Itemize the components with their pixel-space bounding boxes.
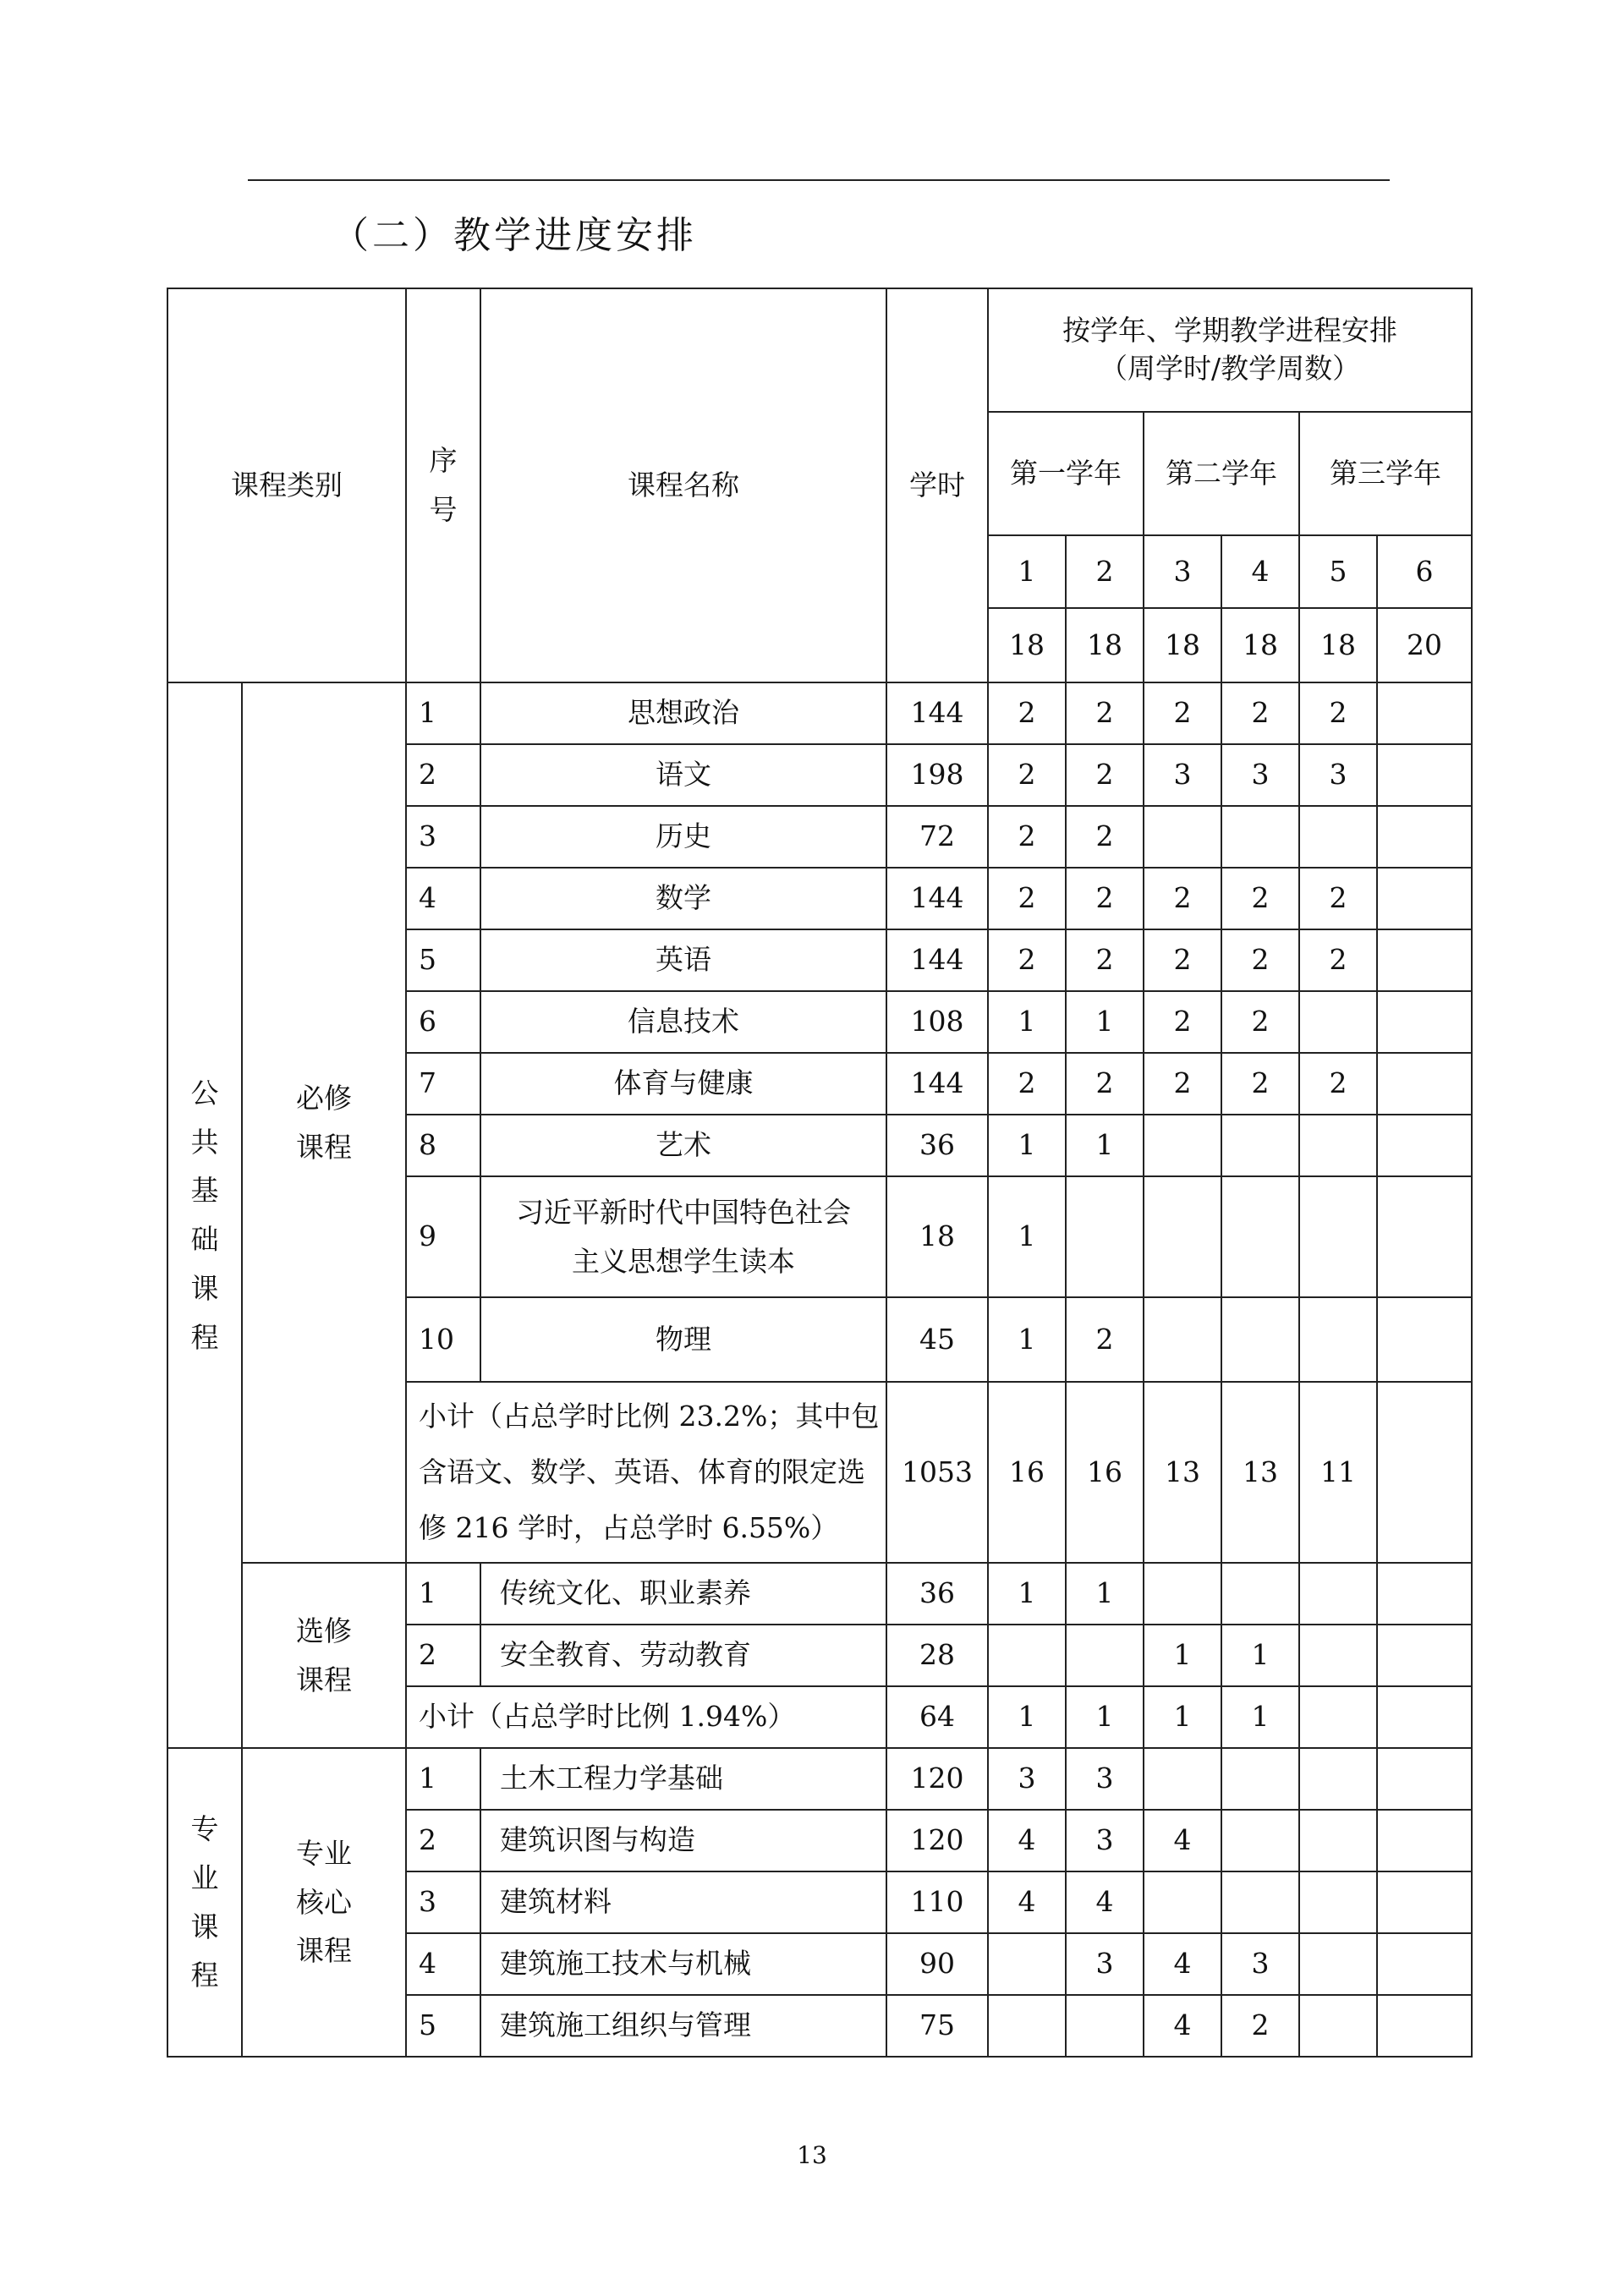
row-course-name: 传统文化、职业素养: [480, 1563, 886, 1625]
row-sem-1: 4: [988, 1810, 1066, 1871]
row-sem-4: [1221, 1563, 1299, 1625]
row-course-name: 建筑施工技术与机械: [480, 1933, 886, 1995]
row-sem-2: 1: [1066, 1686, 1144, 1748]
row-sem-2: 1: [1066, 1563, 1144, 1625]
subtotal-label: 小计（占总学时比例 1.94%）: [406, 1686, 886, 1748]
row-sem-6: [1377, 991, 1472, 1053]
row-sem-5: [1299, 806, 1377, 868]
subtotal-hours: 1053: [886, 1382, 988, 1563]
row-sem-5: [1299, 1297, 1377, 1382]
row-sem-2: 1: [1066, 1115, 1144, 1176]
header-rule: [248, 179, 1390, 181]
group-elective: 选修课程: [242, 1563, 406, 1748]
row-hours: 198: [886, 744, 988, 806]
row-sem-5: [1299, 1115, 1377, 1176]
row-sem-1: [988, 1625, 1066, 1686]
group-major: 专业课程: [167, 1748, 242, 2057]
row-hours: 120: [886, 1810, 988, 1871]
row-sem-1: 16: [988, 1382, 1066, 1563]
row-sem-2: 2: [1066, 868, 1144, 929]
row-sem-4: 13: [1221, 1382, 1299, 1563]
row-seq: 2: [406, 1625, 480, 1686]
section-title: （二）教学进度安排: [332, 214, 697, 257]
row-seq: 2: [406, 1810, 480, 1871]
row-course-name: 信息技术: [480, 991, 886, 1053]
row-sem-1: 2: [988, 744, 1066, 806]
row-course-name: 建筑材料: [480, 1871, 886, 1933]
row-sem-5: 11: [1299, 1382, 1377, 1563]
group-public: 公共基础课程: [167, 682, 242, 1748]
row-sem-1: 1: [988, 1686, 1066, 1748]
row-sem-4: [1221, 1176, 1299, 1297]
row-sem-2: [1066, 1625, 1144, 1686]
group-required: 必修课程: [242, 682, 406, 1563]
header-year-2: 第二学年: [1144, 412, 1299, 535]
row-sem-1: 1: [988, 1176, 1066, 1297]
row-sem-6: [1377, 1810, 1472, 1871]
row-sem-2: 3: [1066, 1748, 1144, 1810]
row-seq: 6: [406, 991, 480, 1053]
row-sem-4: 2: [1221, 868, 1299, 929]
row-sem-3: 13: [1144, 1382, 1221, 1563]
row-hours: 72: [886, 806, 988, 868]
table-row: [167, 1563, 1472, 1625]
row-seq: 4: [406, 1933, 480, 1995]
row-sem-4: 1: [1221, 1686, 1299, 1748]
row-sem-5: [1299, 991, 1377, 1053]
row-sem-6: [1377, 1748, 1472, 1810]
row-sem-6: [1377, 1871, 1472, 1933]
row-sem-5: [1299, 1563, 1377, 1625]
group-major-core: 专业核心课程: [242, 1748, 406, 2057]
weeks-2: 18: [1066, 608, 1144, 682]
row-sem-4: 2: [1221, 682, 1299, 744]
row-course-name: 建筑识图与构造: [480, 1810, 886, 1871]
row-seq: 9: [406, 1176, 480, 1297]
row-sem-3: [1144, 1748, 1221, 1810]
semester-6: 6: [1377, 535, 1472, 608]
row-sem-5: 2: [1299, 682, 1377, 744]
row-sem-5: [1299, 1933, 1377, 1995]
header-seq: 序号: [406, 288, 480, 682]
row-seq: 1: [406, 682, 480, 744]
row-hours: 18: [886, 1176, 988, 1297]
row-seq: 4: [406, 868, 480, 929]
row-sem-2: 3: [1066, 1933, 1144, 1995]
row-sem-3: [1144, 1176, 1221, 1297]
row-sem-1: 1: [988, 1115, 1066, 1176]
row-sem-3: 4: [1144, 1995, 1221, 2057]
row-sem-3: 2: [1144, 1053, 1221, 1115]
row-sem-2: 2: [1066, 1297, 1144, 1382]
row-seq: 5: [406, 1995, 480, 2057]
row-sem-6: [1377, 1053, 1472, 1115]
row-seq: 5: [406, 929, 480, 991]
row-sem-4: 3: [1221, 744, 1299, 806]
row-hours: 45: [886, 1297, 988, 1382]
row-seq: 2: [406, 744, 480, 806]
weeks-1: 18: [988, 608, 1066, 682]
header-year-3: 第三学年: [1299, 412, 1472, 535]
row-sem-6: [1377, 1382, 1472, 1563]
row-sem-4: [1221, 806, 1299, 868]
row-sem-6: [1377, 1176, 1472, 1297]
row-sem-6: [1377, 744, 1472, 806]
row-hours: 90: [886, 1933, 988, 1995]
row-hours: 36: [886, 1115, 988, 1176]
row-sem-2: 2: [1066, 744, 1144, 806]
row-sem-1: 3: [988, 1748, 1066, 1810]
row-sem-4: 2: [1221, 929, 1299, 991]
row-sem-1: 2: [988, 806, 1066, 868]
row-sem-5: 2: [1299, 1053, 1377, 1115]
row-sem-2: 3: [1066, 1810, 1144, 1871]
row-sem-2: [1066, 1176, 1144, 1297]
row-sem-2: 1: [1066, 991, 1144, 1053]
row-sem-2: 16: [1066, 1382, 1144, 1563]
row-course-name: 语文: [480, 744, 886, 806]
row-sem-5: 2: [1299, 868, 1377, 929]
subtotal-hours: 64: [886, 1686, 988, 1748]
row-sem-5: [1299, 1176, 1377, 1297]
row-hours: 144: [886, 929, 988, 991]
row-hours: 144: [886, 868, 988, 929]
row-hours: 120: [886, 1748, 988, 1810]
row-sem-6: [1377, 682, 1472, 744]
row-sem-3: 2: [1144, 991, 1221, 1053]
semester-1: 1: [988, 535, 1066, 608]
row-hours: 108: [886, 991, 988, 1053]
row-sem-2: [1066, 1995, 1144, 2057]
row-sem-4: 2: [1221, 1053, 1299, 1115]
row-sem-1: 1: [988, 991, 1066, 1053]
row-sem-3: [1144, 1115, 1221, 1176]
row-sem-5: [1299, 1810, 1377, 1871]
row-sem-2: 2: [1066, 682, 1144, 744]
row-sem-1: 4: [988, 1871, 1066, 1933]
row-sem-6: [1377, 868, 1472, 929]
row-seq: 10: [406, 1297, 480, 1382]
row-sem-1: 2: [988, 1053, 1066, 1115]
row-seq: 3: [406, 806, 480, 868]
row-course-name: 建筑施工组织与管理: [480, 1995, 886, 2057]
row-course-name: 习近平新时代中国特色社会 主义思想学生读本: [480, 1176, 886, 1297]
row-sem-4: [1221, 1810, 1299, 1871]
row-course-name: 艺术: [480, 1115, 886, 1176]
row-sem-4: [1221, 1297, 1299, 1382]
weeks-6: 20: [1377, 608, 1472, 682]
header-course-name: 课程名称: [480, 288, 886, 682]
row-sem-3: [1144, 1297, 1221, 1382]
row-sem-1: [988, 1933, 1066, 1995]
row-sem-4: 1: [1221, 1625, 1299, 1686]
row-sem-5: [1299, 1995, 1377, 2057]
row-sem-3: 1: [1144, 1686, 1221, 1748]
row-sem-5: [1299, 1871, 1377, 1933]
row-sem-4: [1221, 1115, 1299, 1176]
row-sem-5: [1299, 1625, 1377, 1686]
row-sem-4: 2: [1221, 1995, 1299, 2057]
row-sem-6: [1377, 929, 1472, 991]
row-sem-1: 1: [988, 1563, 1066, 1625]
row-hours: 144: [886, 1053, 988, 1115]
row-sem-6: [1377, 1297, 1472, 1382]
row-sem-3: 4: [1144, 1810, 1221, 1871]
header-year-1: 第一学年: [988, 412, 1144, 535]
row-sem-2: 2: [1066, 1053, 1144, 1115]
row-sem-2: 2: [1066, 806, 1144, 868]
row-sem-5: 2: [1299, 929, 1377, 991]
row-sem-1: 2: [988, 929, 1066, 991]
row-course-name: 英语: [480, 929, 886, 991]
row-sem-6: [1377, 1115, 1472, 1176]
header-category: 课程类别: [167, 288, 406, 682]
row-sem-3: 4: [1144, 1933, 1221, 1995]
row-hours: 36: [886, 1563, 988, 1625]
row-sem-4: 2: [1221, 991, 1299, 1053]
page-number: 13: [797, 2141, 827, 2169]
row-sem-2: 4: [1066, 1871, 1144, 1933]
row-sem-3: [1144, 806, 1221, 868]
row-sem-1: 2: [988, 868, 1066, 929]
row-sem-6: [1377, 1686, 1472, 1748]
semester-5: 5: [1299, 535, 1377, 608]
row-sem-3: 1: [1144, 1625, 1221, 1686]
row-sem-4: 3: [1221, 1933, 1299, 1995]
row-sem-1: 1: [988, 1297, 1066, 1382]
semester-3: 3: [1144, 535, 1221, 608]
row-sem-5: 3: [1299, 744, 1377, 806]
table-row: [167, 682, 1472, 744]
row-course-name: 思想政治: [480, 682, 886, 744]
row-sem-6: [1377, 1563, 1472, 1625]
row-sem-5: [1299, 1748, 1377, 1810]
row-course-name: 土木工程力学基础: [480, 1748, 886, 1810]
row-sem-3: 2: [1144, 868, 1221, 929]
row-sem-5: [1299, 1686, 1377, 1748]
header-hours: 学时: [886, 288, 988, 682]
row-sem-6: [1377, 1933, 1472, 1995]
weeks-3: 18: [1144, 608, 1221, 682]
subtotal-label: 小计（占总学时比例 23.2%；其中包 含语文、数学、英语、体育的限定选 修 216 学时，占总学时 6.55%）: [406, 1382, 886, 1563]
header-schedule-title: 按学年、学期教学进程安排 （周学时/教学周数）: [988, 288, 1472, 412]
header-row-1: [167, 288, 1472, 412]
row-course-name: 历史: [480, 806, 886, 868]
table-row: [167, 1748, 1472, 1810]
row-sem-3: 3: [1144, 744, 1221, 806]
row-seq: 8: [406, 1115, 480, 1176]
row-seq: 7: [406, 1053, 480, 1115]
row-sem-1: [988, 1995, 1066, 2057]
row-hours: 110: [886, 1871, 988, 1933]
teaching-schedule-table: [167, 288, 1473, 2058]
row-sem-3: [1144, 1563, 1221, 1625]
row-hours: 28: [886, 1625, 988, 1686]
row-sem-3: 2: [1144, 929, 1221, 991]
row-sem-4: [1221, 1871, 1299, 1933]
row-hours: 144: [886, 682, 988, 744]
row-course-name: 体育与健康: [480, 1053, 886, 1115]
weeks-5: 18: [1299, 608, 1377, 682]
row-sem-3: 2: [1144, 682, 1221, 744]
row-sem-1: 2: [988, 682, 1066, 744]
semester-2: 2: [1066, 535, 1144, 608]
row-course-name: 数学: [480, 868, 886, 929]
row-course-name: 安全教育、劳动教育: [480, 1625, 886, 1686]
row-sem-6: [1377, 1995, 1472, 2057]
row-sem-6: [1377, 806, 1472, 868]
row-sem-3: [1144, 1871, 1221, 1933]
row-sem-6: [1377, 1625, 1472, 1686]
row-hours: 75: [886, 1995, 988, 2057]
weeks-4: 18: [1221, 608, 1299, 682]
row-sem-2: 2: [1066, 929, 1144, 991]
row-sem-4: [1221, 1748, 1299, 1810]
semester-4: 4: [1221, 535, 1299, 608]
row-seq: 1: [406, 1563, 480, 1625]
row-seq: 3: [406, 1871, 480, 1933]
row-seq: 1: [406, 1748, 480, 1810]
row-course-name: 物理: [480, 1297, 886, 1382]
